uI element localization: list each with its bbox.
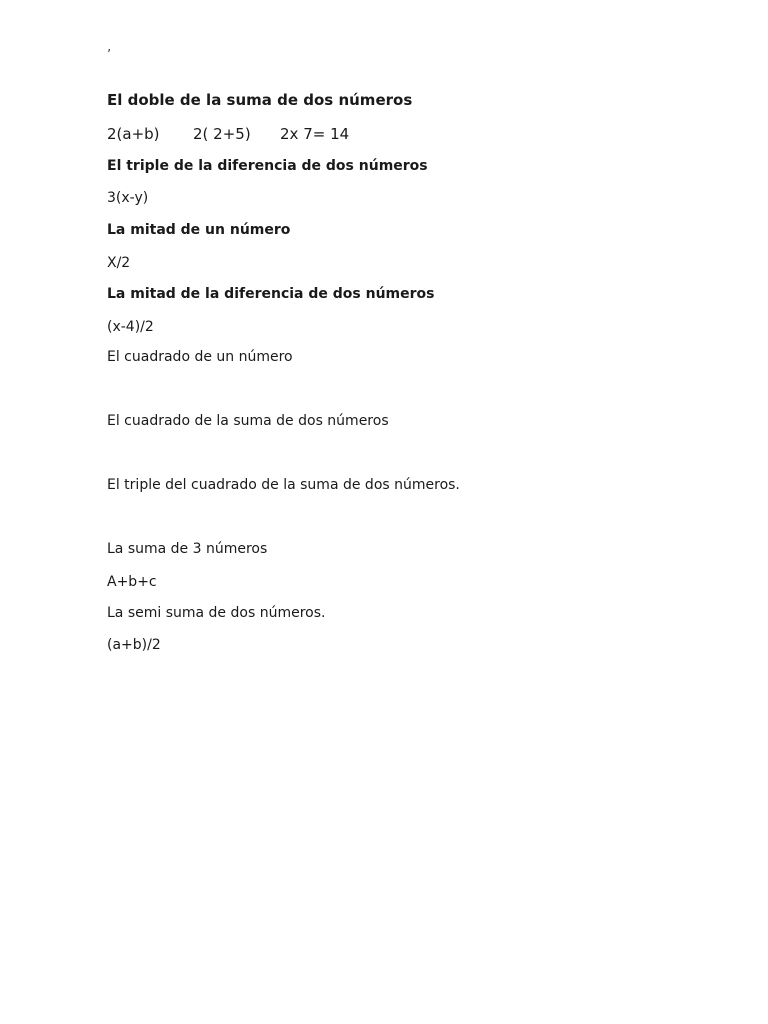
statement-sum-of-three: La suma de 3 números — [107, 541, 268, 557]
statement-square-of-number: El cuadrado de un número — [107, 349, 293, 365]
heading-half-of-number: La mitad de un número — [107, 222, 291, 238]
statement-semi-sum: La semi suma de dos números. — [107, 605, 326, 621]
statement-square-of-sum: El cuadrado de la suma de dos números — [107, 413, 389, 429]
expression-semi-sum: (a+b)/2 — [107, 637, 161, 653]
expression-half-of-difference: (x-4)/2 — [107, 319, 154, 335]
expression-triple-of-difference: 3(x-y) — [107, 190, 149, 206]
expression-row-double-of-sum — [107, 127, 367, 143]
heading-half-of-difference: La mitad de la diferencia de dos números — [107, 286, 435, 302]
heading-triple-of-difference: El triple de la diferencia de dos números — [107, 158, 428, 174]
expression-sum-of-three: A+b+c — [107, 574, 157, 590]
expression-general: 2(a+b) — [107, 125, 160, 143]
expression-substituted: 2( 2+5) — [193, 125, 251, 143]
expression-result: 2x 7= 14 — [280, 125, 350, 143]
statement-triple-of-square-of-sum: El triple del cuadrado de la suma de dos números. — [107, 477, 460, 493]
stray-mark: ’ — [107, 48, 112, 63]
expression-half-of-number: X/2 — [107, 255, 131, 271]
heading-double-of-sum: El doble de la suma de dos números — [107, 91, 413, 109]
